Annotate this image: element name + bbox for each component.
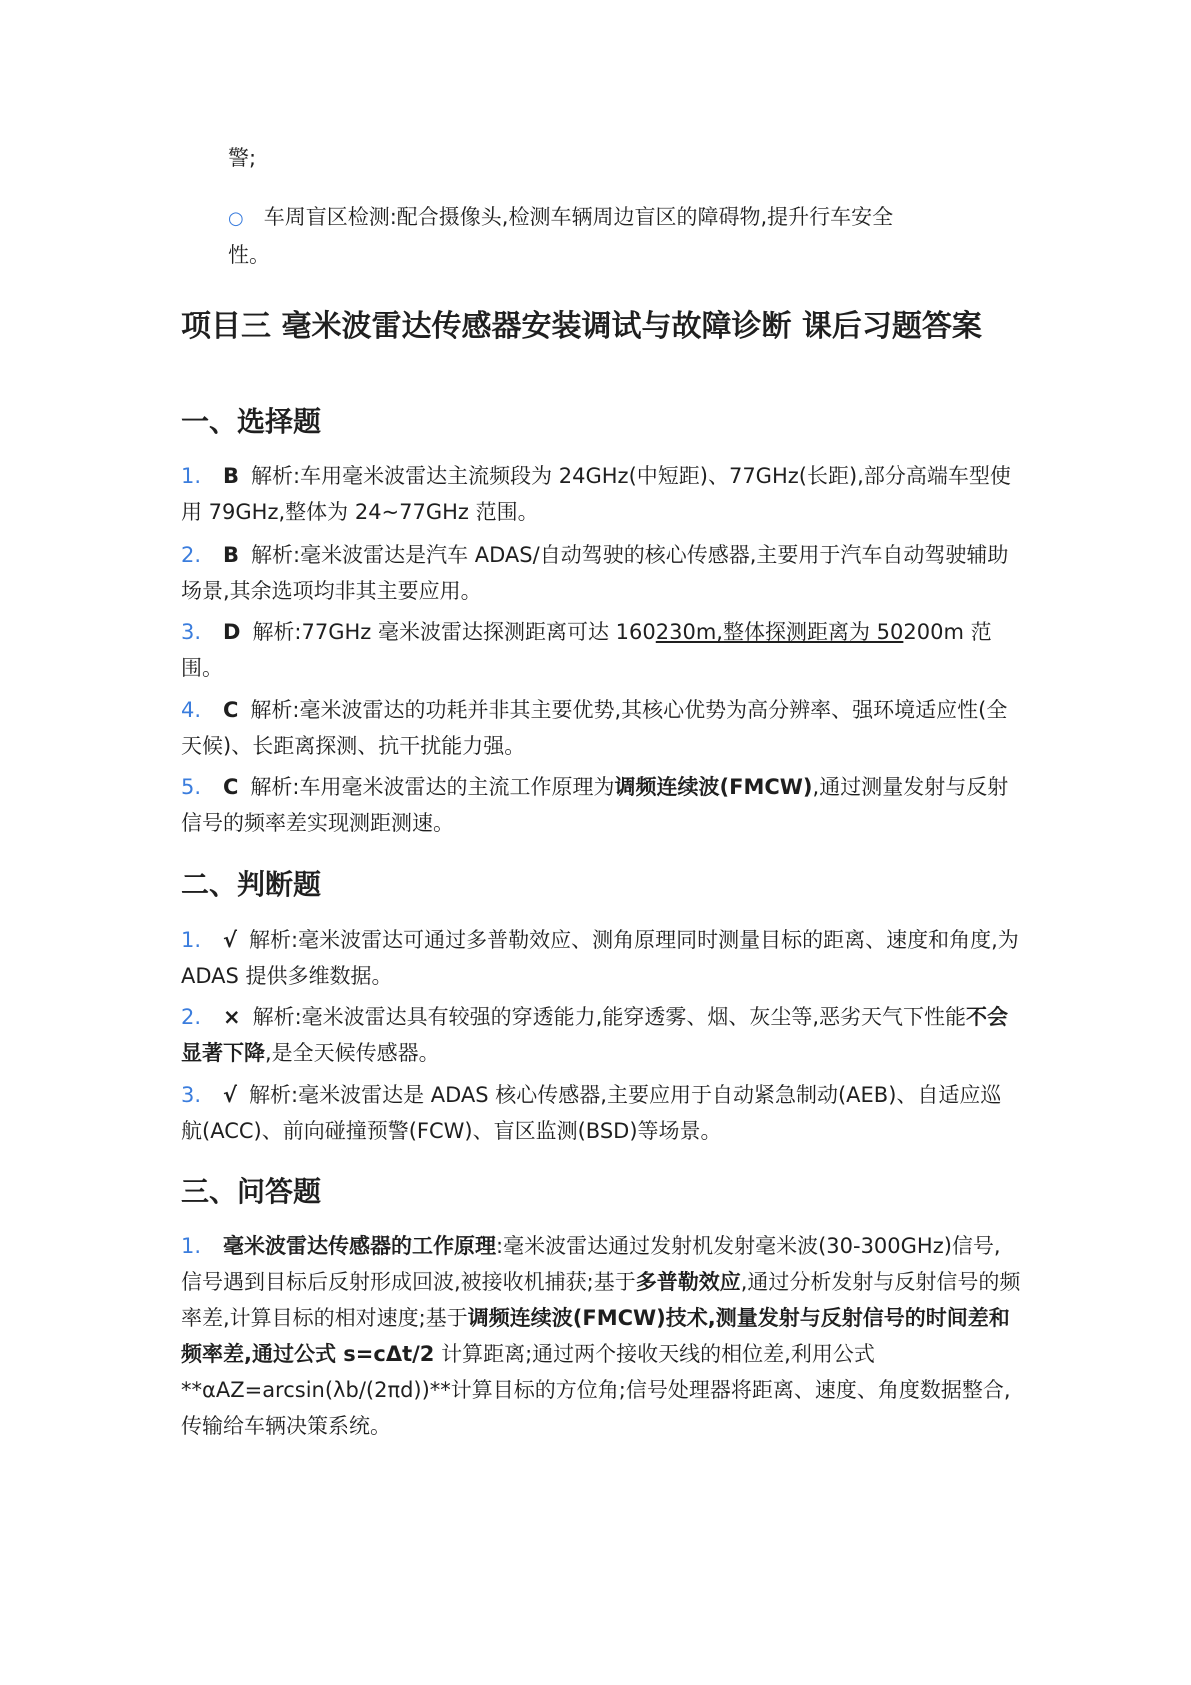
judgement-answer-1 [181,922,1021,994]
answer-bold-1: 毫米波雷达传感器的工作原理 [223,1234,496,1258]
explanation: 解析:毫米波雷达具有较强的穿透能力,能穿透雾、烟、灰尘等,恶劣天气下性能 [252,1005,967,1029]
explanation: 解析:车用毫米波雷达的主流工作原理为 [250,775,615,799]
explanation: 解析:车用毫米波雷达主流频段为 24GHz(中短距)、77GHz(长距),部分高端车型使用 79GHz,整体为 24~77GHz 范围。 [181,464,1011,524]
answer-mark: √ [223,928,238,952]
explanation-end: 200m 范围。 [181,620,992,680]
bullet-item [228,199,988,273]
choice-answer-3 [181,614,1021,686]
answer-letter: C [223,775,239,799]
bullet-marker-icon: ○ [228,208,244,229]
qa-answer-1 [181,1228,1021,1444]
item-number: 3. [181,1083,202,1107]
item-number: 1. [181,464,202,488]
item-number: 5. [181,775,202,799]
item-number: 2. [181,543,202,567]
answer-letter: B [223,543,240,567]
choice-answer-5 [181,769,1021,841]
answer-letter: C [223,698,239,722]
item-number: 1. [181,928,202,952]
answer-text-3: 计算距离;通过两个接收天线的相位差,利用公式**αAZ=arcsin(λb/(2πd))**计算目标的方位角;信号处理器将距离、速度、角度数据整合,传输给车辆决策系统。 [181,1342,1011,1438]
answer-text-2: ,通过分析发射与反射信号的频率差,计算目标的相对速度;基于 [181,1270,1021,1330]
continued-text: 警; [228,146,257,170]
explanation: 解析:77GHz 毫米波雷达探测距离可达 160 [252,620,656,644]
answer-text-1: :毫米波雷达通过发射机发射毫米波(30-300GHz)信号,信号遇到目标后反射形成回波,被接收机捕获;基于 [181,1234,1001,1294]
bullet-text: 车周盲区检测:配合摄像头,检测车辆周边盲区的障碍物,提升行车安全 [263,205,894,229]
judgement-answer-3 [181,1077,1021,1149]
explanation: 解析:毫米波雷达的功耗并非其主要优势,其核心优势为高分辨率、强环境适应性(全天候)、长距离探测、抗干扰能力强。 [181,698,1008,758]
item-number: 4. [181,698,202,722]
explanation-end: ,是全天候传感器。 [265,1041,440,1065]
item-number: 2. [181,1005,202,1029]
explanation: 解析:毫米波雷达可通过多普勒效应、测角原理同时测量目标的距离、速度和角度,为 ADAS 提供多维数据。 [181,928,1019,988]
answer-mark: × [223,1005,241,1029]
explanation: 解析:毫米波雷达是 ADAS 核心传感器,主要应用于自动紧急制动(AEB)、自适应巡航(ACC)、前向碰撞预警(FCW)、盲区监测(BSD)等场景。 [181,1083,1002,1143]
item-number: 1. [181,1234,202,1258]
answer-letter: B [223,464,240,488]
page-title: 项目三 毫米波雷达传感器安装调试与故障诊断 课后习题答案 [181,309,982,344]
answer-bold-2: 多普勒效应 [635,1270,741,1294]
section-heading-judgement: 二、判断题 [181,868,322,901]
choice-answer-4 [181,692,1021,764]
judgement-answer-2 [181,999,1021,1071]
explanation-bold: 不会显著下降 [181,1005,1009,1065]
explanation-bold: 调频连续波(FMCW) [614,775,813,799]
choice-answer-2 [181,537,1021,609]
choice-answer-1 [181,458,1021,530]
answer-mark: √ [223,1083,238,1107]
explanation: 解析:毫米波雷达是汽车 ADAS/自动驾驶的核心传感器,主要用于汽车自动驾驶辅助场景,其余选项均非其主要应用。 [181,543,1009,603]
item-number: 3. [181,620,202,644]
answer-bold-3: 调频连续波(FMCW)技术,测量发射与反射信号的时间差和频率差,通过公式 s=cΔt/2 [181,1306,1010,1366]
answer-letter: D [223,620,241,644]
explanation-underlined: 230m,整体探测距离为 50 [655,620,904,644]
bullet-text-cont: 性。 [228,243,270,267]
section-heading-qa: 三、问答题 [181,1175,322,1208]
section-heading-choice: 一、选择题 [181,405,322,438]
explanation-end: ,通过测量发射与反射信号的频率差实现测距测速。 [181,775,1009,835]
